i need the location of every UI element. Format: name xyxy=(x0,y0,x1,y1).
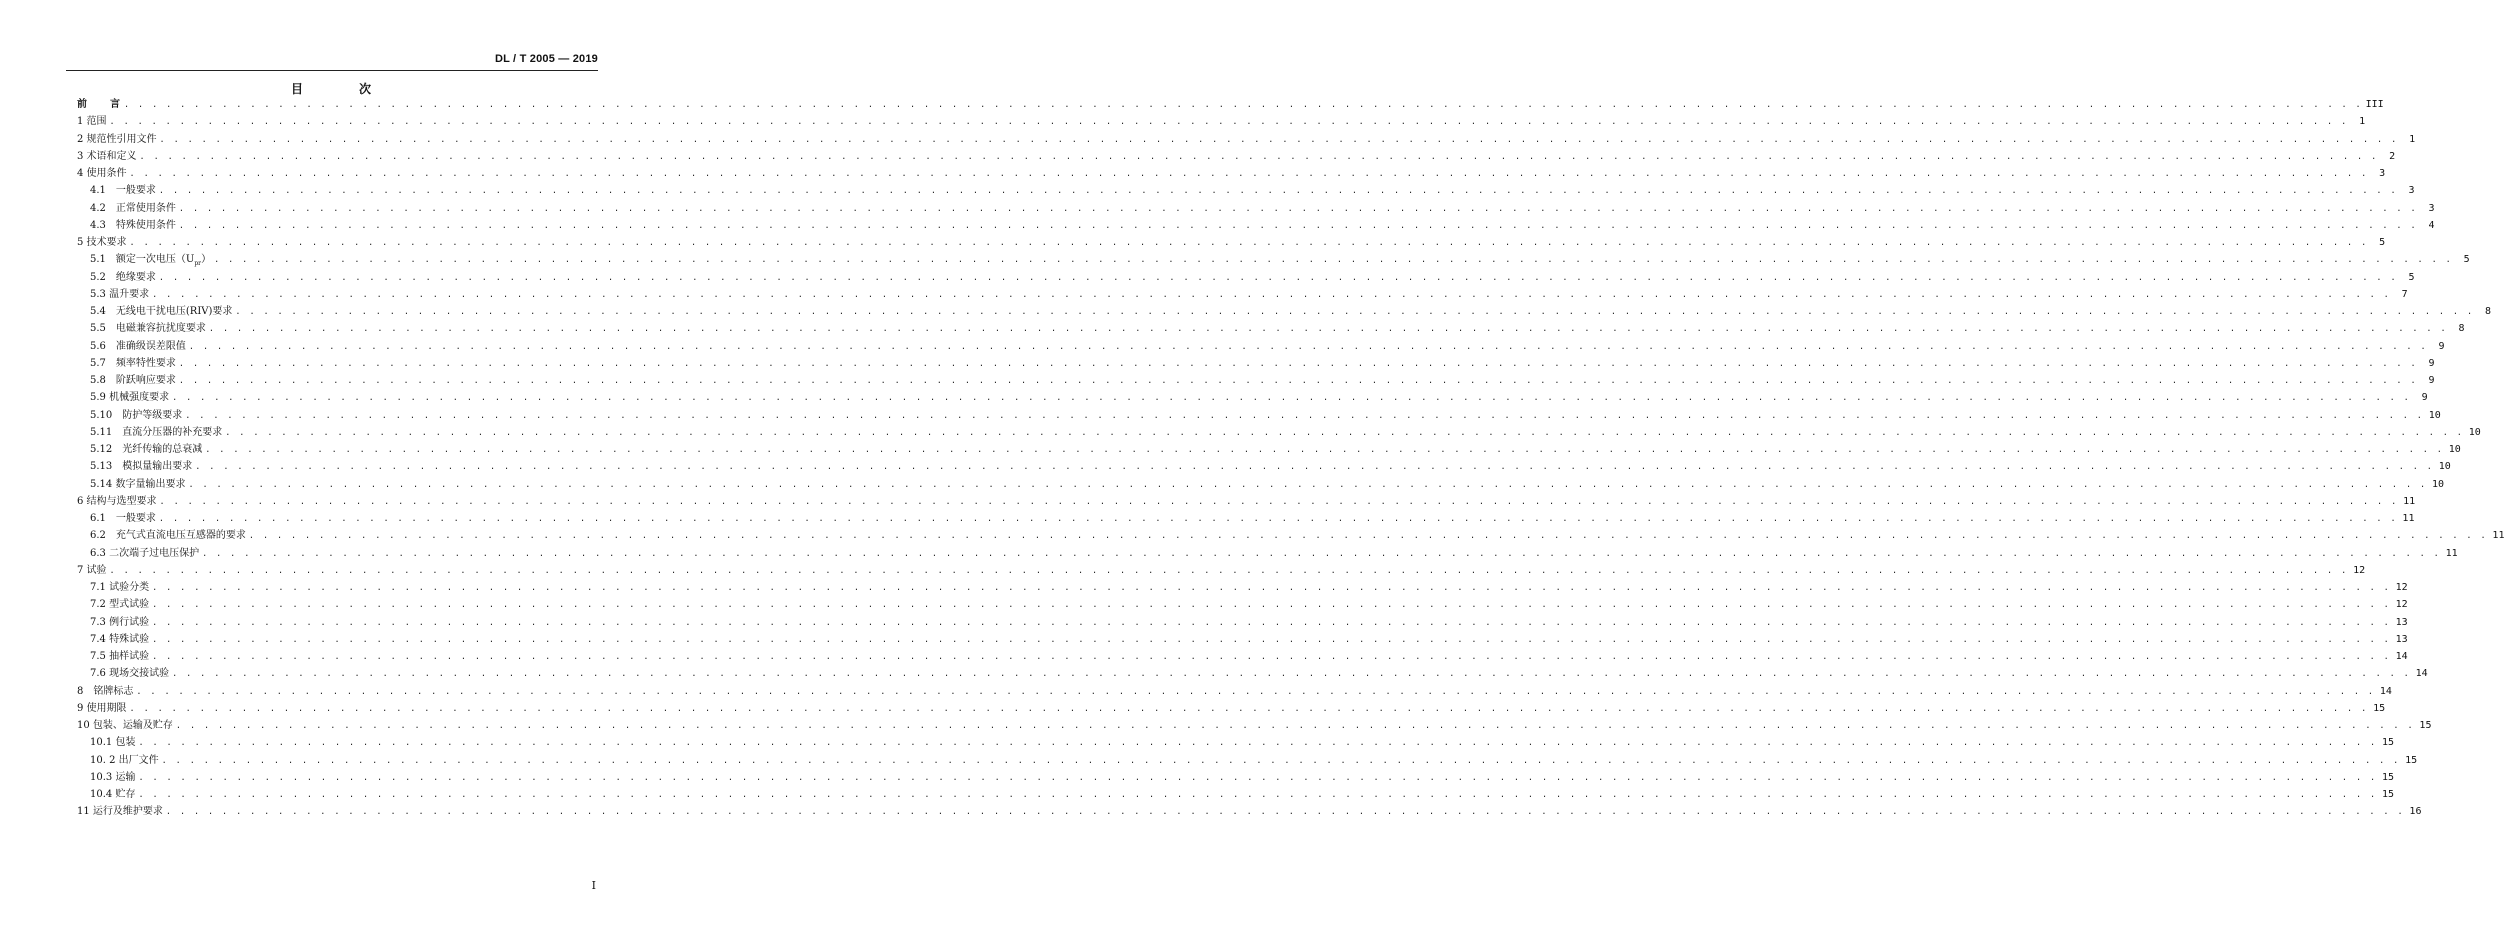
toc-title: 目 次 xyxy=(290,82,393,96)
toc-entry-title-text: 6.3 二次端子过电压保护 xyxy=(90,547,200,559)
toc-entry-page: 15 xyxy=(2405,754,2418,766)
toc-entry-title xyxy=(90,734,138,751)
toc-dot-leader: . . . . . . . . . . . . . . . . . . . . . . . . . . . . . . . . . . . . . . . . . . . . . . . . . . . . . . . . . . . . . . . . . . . . . . . . . . . . . . . . . . . . . . . . . . . . . . . . . . . . . . . . . . . . . . . . . . . . . . . . . . . . . . . . . . . . . . . . . . . . . . . . . . . . . . . . . . . . . . . . xyxy=(138,738,2378,749)
toc-entry[interactable] xyxy=(77,131,2416,148)
toc-entry-title xyxy=(90,510,159,527)
toc-dot-leader: . . . . . . . . . . . . . . . . . . . . . . . . . . . . . . . . . . . . . . . . . . . . . . . . . . . . . . . . . . . . . . . . . . . . . . . . . . . . . . . . . . . . . . . . . . . . . . . . . . . . . . . . . . . . . . . . . . . . . . . . . . . . . . . . . . . . . . . . . . . . . . . . . . . . . . . . . . . . . . . . xyxy=(178,220,2418,231)
toc-entry-page: 10 xyxy=(2448,444,2461,455)
toc-dot-leader: . . . . . . . . . . . . . . . . . . . . . . . . . . . . . . . . . . . . . . . . . . . . . . . . . . . . . . . . . . . . . . . . . . . . . . . . . . . . . . . . . . . . . . . . . . . . . . . . . . . . . . . . . . . . . . . . . . . . . . . . . . . . . . . . . . . . . . . . . . . . . . . . . . . . . . . . . . . . . . . . xyxy=(172,393,2411,404)
toc-entry[interactable] xyxy=(77,769,2395,786)
toc-entry-title xyxy=(90,752,162,769)
toc-dot-leader: . . . . . . . . . . . . . . . . . . . . . . . . . . . . . . . . . . . . . . . . . . . . . . . . . . . . . . . . . . . . . . . . . . . . . . . . . . . . . . . . . . . . . . . . . . . . . . . . . . . . . . . . . . . . . . . . . . . . . . . . . . . . . . . . . . . . . . . . . . . . . . . . . . . . . . . . . . . . . . . . xyxy=(178,203,2418,214)
toc-entry-title-text: 6.1 一般要求 xyxy=(90,513,156,524)
toc-entry-title-text: 5.1 额定一次电压（U xyxy=(90,254,195,266)
document-code: DL / T 2005 — 2019 xyxy=(494,53,598,65)
toc-dot-leader: . . . . . . . . . . . . . . . . . . . . . . . . . . . . . . . . . . . . . . . . . . . . . . . . . . . . . . . . . . . . . . . . . . . . . . . . . . . . . . . . . . . . . . . . . . . . . . . . . . . . . . . . . . . . . . . . . . . . . . . . . . . . . . . . . . . . . . . . . . . . . . . . . . . . . . . . . . . . . . . . xyxy=(109,565,2349,576)
toc-entry[interactable] xyxy=(77,493,2416,510)
page-number: I xyxy=(591,879,596,892)
toc-dot-leader: . . . . . . . . . . . . . . . . . . . . . . . . . . . . . . . . . . . . . . . . . . . . . . . . . . . . . . . . . . . . . . . . . . . . . . . . . . . . . . . . . . . . . . . . . . . . . . . . . . . . . . . . . . . . . . . . . . . . . . . . . . . . . . . . . . . . . . . . . . . . . . . . . . . . . . . . . . . . . . . . xyxy=(178,358,2418,369)
toc-entry[interactable] xyxy=(77,113,2366,130)
toc-entry-title-text: 4.3 特殊使用条件 xyxy=(90,219,176,231)
toc-entry[interactable] xyxy=(77,803,2422,820)
toc-entry[interactable] xyxy=(77,269,2415,286)
toc-entry-title-text: 7.3 例行试验 xyxy=(90,616,150,628)
toc-entry-title xyxy=(90,441,205,458)
toc-entry[interactable] xyxy=(77,545,2458,562)
toc-entry-title xyxy=(90,458,195,475)
toc-entry-title-text: 6.2 充气式直流电压互感器的要求 xyxy=(90,530,246,542)
toc-dot-leader: . . . . . . . . . . . . . . . . . . . . . . . . . . . . . . . . . . . . . . . . . . . . . . . . . . . . . . . . . . . . . . . . . . . . . . . . . . . . . . . . . . . . . . . . . . . . . . . . . . . . . . . . . . . . . . . . . . . . . . . . . . . . . . . . . . . . . . . . . . . . . . . . . . . . . . . . . . . . . . . . xyxy=(178,376,2418,386)
toc-entry-page: 4 xyxy=(2428,219,2435,231)
toc-entry-page: 1 xyxy=(2409,133,2416,145)
toc-entry-page: 3 xyxy=(2408,185,2415,197)
toc-entry[interactable] xyxy=(77,631,2408,648)
toc-entry-title xyxy=(77,96,124,113)
toc-dot-leader: . . . . . . . . . . . . . . . . . . . . . . . . . . . . . . . . . . . . . . . . . . . . . . . . . . . . . . . . . . . . . . . . . . . . . . . . . . . . . . . . . . . . . . . . . . . . . . . . . . . . . . . . . . . . . . . . . . . . . . . . . . . . . . . . . . . . . . . . . . . . . . . . . . . . . . . . . . . . . . . . xyxy=(235,307,2474,317)
toc-entry[interactable] xyxy=(77,596,2408,613)
toc-entry[interactable] xyxy=(77,734,2395,751)
toc-dot-leader: . . . . . . . . . . . . . . . . . . . . . . . . . . . . . . . . . . . . . . . . . . . . . . . . . . . . . . . . . . . . . . . . . . . . . . . . . . . . . . . . . . . . . . . . . . . . . . . . . . . . . . . . . . . . . . . . . . . . . . . . . . . . . . . . . . . . . . . . . . . . . . . . . . . . . . . . . . . . . . . . xyxy=(195,462,2434,473)
toc-entry-title-text: 4.2 正常使用条件 xyxy=(90,202,176,214)
toc-dot-leader: . . . . . . . . . . . . . . . . . . . . . . . . . . . . . . . . . . . . . . . . . . . . . . . . . . . . . . . . . . . . . . . . . . . . . . . . . . . . . . . . . . . . . . . . . . . . . . . . . . . . . . . . . . . . . . . . . . . . . . . . . . . . . . . . . . . . . . . . . . . . . . . . . . . . . . . . . . . . . . . . xyxy=(129,238,2369,248)
toc-entry-title-text: 7.6 现场交接试验 xyxy=(90,668,170,680)
toc-entry-page: 14 xyxy=(2415,668,2428,680)
toc-entry-page: 3 xyxy=(2428,202,2435,214)
toc-entry[interactable] xyxy=(77,683,2392,700)
toc-entry-title xyxy=(77,113,110,130)
toc-entry[interactable] xyxy=(77,200,2435,217)
toc-entry-page: 12 xyxy=(2395,599,2408,611)
toc-entry-page: 5 xyxy=(2379,237,2386,248)
toc-entry-title-text: 5.13 模拟量输出要求 xyxy=(90,461,193,473)
toc-dot-leader: . . . . . . . . . . . . . . . . . . . . . . . . . . . . . . . . . . . . . . . . . . . . . . . . . . . . . . . . . . . . . . . . . . . . . . . . . . . . . . . . . . . . . . . . . . . . . . . . . . . . . . . . . . . . . . . . . . . . . . . . . . . . . . . . . . . . . . . . . . . . . . . . . . . . . . . . . . . . . . . . xyxy=(188,479,2428,490)
toc-entry[interactable] xyxy=(77,338,2445,355)
toc-entry-title xyxy=(90,355,179,372)
toc-entry[interactable] xyxy=(77,476,2445,493)
toc-entry-title xyxy=(90,182,159,199)
toc-entry-page: 15 xyxy=(2419,720,2432,731)
toc-entry[interactable] xyxy=(77,96,2384,113)
toc-dot-leader: . . . . . . . . . . . . . . . . . . . . . . . . . . . . . . . . . . . . . . . . . . . . . . . . . . . . . . . . . . . . . . . . . . . . . . . . . . . . . . . . . . . . . . . . . . . . . . . . . . . . . . . . . . . . . . . . . . . . . . . . . . . . . . . . . . . . . . . . . . . . . . . . . . . . . . . . . . . . . . . . xyxy=(152,289,2391,300)
toc-entry-title-text: 5.6 准确级误差限值 xyxy=(90,340,186,352)
toc-entry-page: 12 xyxy=(2353,564,2366,576)
toc-dot-leader: . . . . . . . . . . . . . . . . . . . . . . . . . . . . . . . . . . . . . . . . . . . . . . . . . . . . . . . . . . . . . . . . . . . . . . . . . . . . . . . . . . . . . . . . . . . . . . . . . . . . . . . . . . . . . . . . . . . . . . . . . . . . . . . . . . . . . . . . . . . . . . . . . . . . . . . . . . . . . . . . xyxy=(158,514,2398,524)
toc-entry-title xyxy=(90,303,235,320)
toc-entry-page: 8 xyxy=(2458,323,2465,335)
toc-entry[interactable] xyxy=(77,562,2366,579)
toc-entry-title xyxy=(90,665,172,682)
toc-entry[interactable] xyxy=(77,579,2408,596)
toc-entry-title xyxy=(90,200,179,217)
toc-entry[interactable] xyxy=(77,182,2415,199)
toc-entry-title xyxy=(90,269,159,286)
toc-entry-title-suffix: ） xyxy=(201,254,212,266)
toc-entry-title-text: 3 术语和定义 xyxy=(77,150,137,162)
toc-entry[interactable] xyxy=(77,665,2428,682)
toc-entry-title-text: 5.9 机械强度要求 xyxy=(90,392,170,404)
toc-entry-title-text: 7.1 试验分类 xyxy=(90,582,150,593)
toc-dot-leader: . . . . . . . . . . . . . . . . . . . . . . . . . . . . . . . . . . . . . . . . . . . . . . . . . . . . . . . . . . . . . . . . . . . . . . . . . . . . . . . . . . . . . . . . . . . . . . . . . . . . . . . . . . . . . . . . . . . . . . . . . . . . . . . . . . . . . . . . . . . . . . . . . . . . . . . . . . . . . . . . xyxy=(158,272,2398,283)
toc-dot-leader: . . . . . . . . . . . . . . . . . . . . . . . . . . . . . . . . . . . . . . . . . . . . . . . . . . . . . . . . . . . . . . . . . . . . . . . . . . . . . . . . . . . . . . . . . . . . . . . . . . . . . . . . . . . . . . . . . . . . . . . . . . . . . . . . . . . . . . . . . . . . . . . . . . . . . . . . . . . . . . . . xyxy=(109,117,2349,128)
toc-dot-leader: . . . . . . . . . . . . . . . . . . . . . . . . . . . . . . . . . . . . . . . . . . . . . . . . . . . . . . . . . . . . . . . . . . . . . . . . . . . . . . . . . . . . . . . . . . . . . . . . . . . . . . . . . . . . . . . . . . . . . . . . . . . . . . . . . . . . . . . . . . . . . . . . . . . . . . . . . . . . . . . . xyxy=(159,134,2399,145)
toc-entry-title-text: 6 结构与选型要求 xyxy=(77,495,157,507)
toc-entry-page: 13 xyxy=(2395,633,2408,645)
toc-dot-leader: . . . . . . . . . . . . . . . . . . . . . . . . . . . . . . . . . . . . . . . . . . . . . . . . . . . . . . . . . . . . . . . . . . . . . . . . . . . . . . . . . . . . . . . . . . . . . . . . . . . . . . . . . . . . . . . . . . . . . . . . . . . . . . . . . . . . . . . . . . . . . . . . . . . . . . . . . . . . . . . . xyxy=(185,410,2424,421)
toc-entry-title-text: 5.10 防护等级要求 xyxy=(90,409,183,421)
toc-entry-title-text: 10.3 运输 xyxy=(90,771,136,783)
toc-entry-title xyxy=(90,614,152,631)
toc-dot-leader: . . . . . . . . . . . . . . . . . . . . . . . . . . . . . . . . . . . . . . . . . . . . . . . . . . . . . . . . . . . . . . . . . . . . . . . . . . . . . . . . . . . . . . . . . . . . . . . . . . . . . . . . . . . . . . . . . . . . . . . . . . . . . . . . . . . . . . . . . . . . . . . . . . . . . . . . . . . . . . . . xyxy=(161,755,2401,766)
toc-entry-title xyxy=(90,286,152,303)
toc-entry-title-text: 4.1 一般要求 xyxy=(90,185,156,197)
toc-entry-title xyxy=(90,424,225,441)
toc-dot-leader: . . . . . . . . . . . . . . . . . . . . . . . . . . . . . . . . . . . . . . . . . . . . . . . . . . . . . . . . . . . . . . . . . . . . . . . . . . . . . . . . . . . . . . . . . . . . . . . . . . . . . . . . . . . . . . . . . . . . . . . . . . . . . . . . . . . . . . . . . . . . . . . . . . . . . . . . . . . . . . . . xyxy=(205,445,2444,455)
toc-dot-leader: . . . . . . . . . . . . . . . . . . . . . . . . . . . . . . . . . . . . . . . . . . . . . . . . . . . . . . . . . . . . . . . . . . . . . . . . . . . . . . . . . . . . . . . . . . . . . . . . . . . . . . . . . . . . . . . . . . . . . . . . . . . . . . . . . . . . . . . . . . . . . . . . . . . . . . . . . . . . . . . . xyxy=(172,669,2411,680)
toc-entry-page: 8 xyxy=(2484,306,2491,317)
toc-entry-page: 7 xyxy=(2401,288,2408,300)
toc-dot-leader: . . . . . . . . . . . . . . . . . . . . . . . . . . . . . . . . . . . . . . . . . . . . . . . . . . . . . . . . . . . . . . . . . . . . . . . . . . . . . . . . . . . . . . . . . . . . . . . . . . . . . . . . . . . . . . . . . . . . . . . . . . . . . . . . . . . . . . . . . . . . . . . . . . . . . . . . . . . . . . . . xyxy=(202,548,2441,559)
toc-entry-page: 10 xyxy=(2431,478,2445,490)
toc-entry-page: 9 xyxy=(2428,375,2435,386)
toc-entry-page: 14 xyxy=(2395,651,2408,662)
toc-entry-title-text: 4 使用条件 xyxy=(77,168,127,179)
toc-dot-leader: . . . . . . . . . . . . . . . . . . . . . . . . . . . . . . . . . . . . . . . . . . . . . . . . . . . . . . . . . . . . . . . . . . . . . . . . . . . . . . . . . . . . . . . . . . . . . . . . . . . . . . . . . . . . . . . . . . . . . . . . . . . . . . . . . . . . . . . . . . . . . . . . . . . . . . . . . . . . . . . . xyxy=(152,634,2391,645)
toc-entry-title xyxy=(77,234,130,251)
toc-entry-title xyxy=(77,717,176,734)
toc-entry[interactable] xyxy=(77,389,2428,406)
toc-entry[interactable] xyxy=(77,752,2418,769)
toc-entry-title xyxy=(90,648,152,665)
toc-dot-leader: . . . . . . . . . . . . . . . . . . . . . . . . . . . . . . . . . . . . . . . . . . . . . . . . . . . . . . . . . . . . . . . . . . . . . . . . . . . . . . . . . . . . . . . . . . . . . . . . . . . . . . . . . . . . . . . . . . . . . . . . . . . . . . . . . . . . . . . . . . . . . . . . . . . . . . . . . . . . . . . . xyxy=(188,341,2428,352)
toc-dot-leader: . . . . . . . . . . . . . . . . . . . . . . . . . . . . . . . . . . . . . . . . . . . . . . . . . . . . . . . . . . . . . . . . . . . . . . . . . . . . . . . . . . . . . . . . . . . . . . . . . . . . . . . . . . . . . . . . . . . . . . . . . . . . . . . . . . . . . . . . . . . . . . . . . . . . . . . . . . . . . . . . xyxy=(129,169,2369,179)
toc-dot-leader: . . . . . . . . . . . . . . . . . . . . . . . . . . . . . . . . . . . . . . . . . . . . . . . . . . . . . . . . . . . . . . . . . . . . . . . . . . . . . . . . . . . . . . . . . . . . . . . . . . . . . . . . . . . . . . . . . . . . . . . . . . . . . . . . . . . . . . . . . . . . . . . . . . . . . . . . . . . . . . . . xyxy=(152,600,2391,611)
toc-entry-page: 10 xyxy=(2468,426,2481,438)
toc-dot-leader: . . . . . . . . . . . . . . . . . . . . . . . . . . . . . . . . . . . . . . . . . . . . . . . . . . . . . . . . . . . . . . . . . . . . . . . . . . . . . . . . . . . . . . . . . . . . . . . . . . . . . . . . . . . . . . . . . . . . . . . . . . . . . . . . . . . . . . . . . . . . . . . . . . . . . . . . . . . . . . . . xyxy=(225,427,2464,438)
toc-entry-page: 11 xyxy=(2492,530,2504,542)
toc-entry-title xyxy=(90,579,152,596)
toc-entry-title xyxy=(90,217,179,234)
toc-entry-title xyxy=(77,131,160,148)
toc-entry-title xyxy=(90,389,172,406)
toc-entry[interactable] xyxy=(77,510,2415,527)
toc-dot-leader: . . . . . . . . . . . . . . . . . . . . . . . . . . . . . . . . . . . . . . . . . . . . . . . . . . . . . . . . . . . . . . . . . . . . . . . . . . . . . . . . . . . . . . . . . . . . . . . . . . . . . . . . . . . . . . . . . . . . . . . . . . . . . . . . . . . . . . . . . . . . . . . . . . . . . . . . . . . . . . . . xyxy=(136,686,2375,697)
toc-entry-title xyxy=(90,786,138,803)
toc-dot-leader: . . . . . . . . . . . . . . . . . . . . . . . . . . . . . . . . . . . . . . . . . . . . . . . . . . . . . . . . . . . . . . . . . . . . . . . . . . . . . . . . . . . . . . . . . . . . . . . . . . . . . . . . . . . . . . . . . . . . . . . . . . . . . . . . . . . . . . . . . . . . . . . . . . . . . . . . . . . . . . . . xyxy=(152,617,2391,628)
toc-entry-title-text: 5.5 电磁兼容抗扰度要求 xyxy=(90,323,206,335)
toc-entry-page: 11 xyxy=(2402,513,2415,524)
toc-entry[interactable] xyxy=(77,372,2435,389)
toc-entry-page: 15 xyxy=(2381,737,2395,749)
toc-entry-title xyxy=(77,700,130,717)
toc-entry-title-text: 7 试验 xyxy=(77,564,107,576)
toc-entry-title-text: 10.1 包装 xyxy=(90,737,136,749)
toc-entry-page: 16 xyxy=(2409,806,2422,818)
toc-entry-title-text: 5.11 直流分压器的补充要求 xyxy=(90,426,223,438)
toc-entry-title xyxy=(90,372,179,389)
toc-entry-title xyxy=(90,545,202,562)
toc-dot-leader: . . . . . . . . . . . . . . . . . . . . . . . . . . . . . . . . . . . . . . . . . . . . . . . . . . . . . . . . . . . . . . . . . . . . . . . . . . . . . . . . . . . . . . . . . . . . . . . . . . . . . . . . . . . . . . . . . . . . . . . . . . . . . . . . . . . . . . . . . . . . . . . . . . . . . . . . . . . . . . . . xyxy=(158,186,2398,197)
toc-entry-title-text: 7.5 抽样试验 xyxy=(90,651,150,662)
toc-entry-page: 14 xyxy=(2379,685,2392,697)
toc-entry-title-text: 7.2 型式试验 xyxy=(90,599,150,611)
toc-dot-leader: . . . . . . . . . . . . . . . . . . . . . . . . . . . . . . . . . . . . . . . . . . . . . . . . . . . . . . . . . . . . . . . . . . . . . . . . . . . . . . . . . . . . . . . . . . . . . . . . . . . . . . . . . . . . . . . . . . . . . . . . . . . . . . . . . . . . . . . . . . . . . . . . . . . . . . . . . . . . . . . . xyxy=(165,807,2405,818)
toc-entry-title xyxy=(90,407,185,424)
toc-entry-title xyxy=(77,165,130,182)
toc-entry[interactable] xyxy=(77,303,2491,320)
table-of-contents xyxy=(77,96,2504,821)
toc-entry-title-text: 5.8 阶跃响应要求 xyxy=(90,375,176,386)
toc-entry[interactable] xyxy=(77,165,2386,182)
toc-dot-leader: . . . . . . . . . . . . . . . . . . . . . . . . . . . . . . . . . . . . . . . . . . . . . . . . . . . . . . . . . . . . . . . . . . . . . . . . . . . . . . . . . . . . . . . . . . . . . . . . . . . . . . . . . . . . . . . . . . . . . . . . . . . . . . . . . . . . . . . . . . . . . . . . . . . . . . . . . . . . . . . . xyxy=(129,703,2369,714)
toc-entry[interactable] xyxy=(77,648,2408,665)
toc-dot-leader: . . . . . . . . . . . . . . . . . . . . . . . . . . . . . . . . . . . . . . . . . . . . . . . . . . . . . . . . . . . . . . . . . . . . . . . . . . . . . . . . . . . . . . . . . . . . . . . . . . . . . . . . . . . . . . . . . . . . . . . . . . . . . . . . . . . . . . . . . . . . . . . . . . . . . . . . . . . . . . . . xyxy=(138,772,2378,783)
toc-entry[interactable] xyxy=(77,700,2386,717)
toc-entry-title-text: 5.4 无线电干扰电压(RIV)要求 xyxy=(90,306,233,317)
toc-entry-page: III xyxy=(2365,99,2384,110)
toc-entry-title-text: 5.3 温升要求 xyxy=(90,288,150,300)
toc-dot-leader: . . . . . . . . . . . . . . . . . . . . . . . . . . . . . . . . . . . . . . . . . . . . . . . . . . . . . . . . . . . . . . . . . . . . . . . . . . . . . . . . . . . . . . . . . . . . . . . . . . . . . . . . . . . . . . . . . . . . . . . . . . . . . . . . . . . . . . . . . . . . . . . . . . . . . . . . . . . . . . . . xyxy=(175,721,2415,731)
toc-entry-page: 3 xyxy=(2379,168,2386,179)
toc-entry[interactable] xyxy=(77,217,2435,234)
toc-entry-page: 10 xyxy=(2428,409,2441,421)
toc-entry-title xyxy=(90,527,249,544)
header-rule xyxy=(66,70,598,71)
toc-dot-leader: . . . . . . . . . . . . . . . . . . . . . . . . . . . . . . . . . . . . . . . . . . . . . . . . . . . . . . . . . . . . . . . . . . . . . . . . . . . . . . . . . . . . . . . . . . . . . . . . . . . . . . . . . . . . . . . . . . . . . . . . . . . . . . . . . . . . . . . . . . . . . . . . . . . . . . . . . . . . . . . . xyxy=(139,151,2379,162)
toc-entry-page: 9 xyxy=(2438,340,2445,352)
toc-entry-title xyxy=(77,683,136,700)
toc-dot-leader: . . . . . . . . . . . . . . . . . . . . . . . . . . . . . . . . . . . . . . . . . . . . . . . . . . . . . . . . . . . . . . . . . . . . . . . . . . . . . . . . . . . . . . . . . . . . . . . . . . . . . . . . . . . . . . . . . . . . . . . . . . . . . . . . . . . . . . . . . . . . . . . . . . . . . . . . . . . . . . . . xyxy=(208,324,2448,335)
toc-entry-title-text: 前 言 xyxy=(77,99,121,110)
toc-entry-page: 11 xyxy=(2445,547,2458,559)
toc-entry-title xyxy=(90,338,189,355)
toc-entry-title xyxy=(77,493,160,510)
toc-entry[interactable] xyxy=(77,148,2396,165)
toc-entry-title xyxy=(90,769,138,786)
toc-entry-title xyxy=(90,596,152,613)
toc-entry-page: 15 xyxy=(2381,789,2395,800)
toc-entry-title-text: 1 范围 xyxy=(77,116,107,128)
toc-entry[interactable] xyxy=(77,286,2408,303)
toc-entry[interactable] xyxy=(77,251,2470,268)
toc-entry-title xyxy=(90,476,188,493)
toc-entry-title-text: 5 技术要求 xyxy=(77,237,127,248)
toc-entry[interactable] xyxy=(77,614,2408,631)
toc-entry-title-text: 5.7 频率特性要求 xyxy=(90,357,176,369)
toc-entry-page: 9 xyxy=(2428,357,2435,369)
toc-entry-title-text: 5.14 数字量输出要求 xyxy=(90,478,186,490)
toc-entry-title-text: 2 规范性引用文件 xyxy=(77,133,157,145)
toc-dot-leader: . . . . . . . . . . . . . . . . . . . . . . . . . . . . . . . . . . . . . . . . . . . . . . . . . . . . . . . . . . . . . . . . . . . . . . . . . . . . . . . . . . . . . . . . . . . . . . . . . . . . . . . . . . . . . . . . . . . . . . . . . . . . . . . . . . . . . . . . . . . . . . . . . . . . . . . . . . . . . . . . xyxy=(152,583,2391,593)
toc-entry-page: 13 xyxy=(2395,616,2408,628)
toc-dot-leader: . . . . . . . . . . . . . . . . . . . . . . . . . . . . . . . . . . . . . . . . . . . . . . . . . . . . . . . . . . . . . . . . . . . . . . . . . . . . . . . . . . . . . . . . . . . . . . . . . . . . . . . . . . . . . . . . . . . . . . . . . . . . . . . . . . . . . . . . . . . . . . . . . . . . . . . . . . . . . . . . xyxy=(152,652,2391,662)
toc-entry-title-subscript: pr xyxy=(194,260,202,268)
toc-entry-title xyxy=(77,148,140,165)
toc-entry-page: 11 xyxy=(2403,495,2416,507)
toc-entry[interactable] xyxy=(77,786,2395,803)
toc-entry-title-text: 9 使用期限 xyxy=(77,702,127,714)
toc-entry[interactable] xyxy=(77,234,2386,251)
toc-entry-title-text: 10.4 贮存 xyxy=(90,789,136,800)
toc-entry-title-text: 8 铭牌标志 xyxy=(77,685,134,697)
toc-entry[interactable] xyxy=(77,355,2435,372)
toc-entry[interactable] xyxy=(77,717,2432,734)
toc-dot-leader: . . . . . . . . . . . . . . . . . . . . . . . . . . . . . . . . . . . . . . . . . . . . . . . . . . . . . . . . . . . . . . . . . . . . . . . . . . . . . . . . . . . . . . . . . . . . . . . . . . . . . . . . . . . . . . . . . . . . . . . . . . . . . . . . . . . . . . . . . . . . . . . . . . . . . . . . . . . . . . . . xyxy=(138,790,2378,800)
toc-entry-title-text: 7.4 特殊试验 xyxy=(90,633,150,645)
toc-entry-page: 15 xyxy=(2373,702,2386,714)
toc-entry[interactable] xyxy=(77,424,2481,441)
toc-entry-title xyxy=(77,803,166,820)
toc-entry-title-text: 10 包装、运输及贮存 xyxy=(77,720,173,731)
toc-entry-title-text: 5.12 光纤传输的总衰减 xyxy=(90,444,203,455)
toc-entry-page: 5 xyxy=(2463,254,2470,266)
toc-entry-title-text: 11 运行及维护要求 xyxy=(77,806,163,818)
toc-entry-title xyxy=(90,631,152,648)
toc-entry-page: 10 xyxy=(2438,461,2451,473)
toc-dot-leader: . . . . . . . . . . . . . . . . . . . . . . . . . . . . . . . . . . . . . . . . . . . . . . . . . . . . . . . . . . . . . . . . . . . . . . . . . . . . . . . . . . . . . . . . . . . . . . . . . . . . . . . . . . . . . . . . . . . . . . . . . . . . . . . . . . . . . . . . . . . . . . . . . . . . . . . . . . . . . . . . xyxy=(248,531,2488,542)
toc-entry-page: 12 xyxy=(2395,582,2408,593)
toc-entry-title xyxy=(77,562,110,579)
toc-entry-title-text: 5.2 绝缘要求 xyxy=(90,271,156,283)
toc-entry-page: 15 xyxy=(2381,771,2395,783)
toc-entry[interactable] xyxy=(77,527,2504,544)
toc-dot-leader: . . . . . . . . . . . . . . . . . . . . . . . . . . . . . . . . . . . . . . . . . . . . . . . . . . . . . . . . . . . . . . . . . . . . . . . . . . . . . . . . . . . . . . . . . . . . . . . . . . . . . . . . . . . . . . . . . . . . . . . . . . . . . . . . . . . . . . . . . . . . . . . . . . . . . . . . . . . . . . . . xyxy=(124,100,2363,110)
toc-dot-leader: . . . . . . . . . . . . . . . . . . . . . . . . . . . . . . . . . . . . . . . . . . . . . . . . . . . . . . . . . . . . . . . . . . . . . . . . . . . . . . . . . . . . . . . . . . . . . . . . . . . . . . . . . . . . . . . . . . . . . . . . . . . . . . . . . . . . . . . . . . . . . . . . . . . . . . . . . . . . . . . . xyxy=(159,496,2399,507)
toc-entry-page: 1 xyxy=(2359,116,2366,128)
toc-entry-page: 5 xyxy=(2408,271,2415,283)
toc-entry-page: 9 xyxy=(2421,392,2428,404)
toc-entry[interactable] xyxy=(77,441,2461,458)
toc-dot-leader: . . . . . . . . . . . . . . . . . . . . . . . . . . . . . . . . . . . . . . . . . . . . . . . . . . . . . . . . . . . . . . . . . . . . . . . . . . . . . . . . . . . . . . . . . . . . . . . . . . . . . . . . . . . . . . . . . . . . . . . . . . . . . . . . . . . . . . . . . . . . . . . . . . . . . . . . . . . . . . . . xyxy=(214,255,2453,266)
toc-entry-title xyxy=(90,320,209,337)
toc-entry[interactable] xyxy=(77,458,2451,475)
toc-entry-title-text: 10. 2 出厂文件 xyxy=(90,754,159,766)
toc-entry[interactable] xyxy=(77,320,2465,337)
toc-entry[interactable] xyxy=(77,407,2441,424)
toc-entry-page: 2 xyxy=(2389,150,2396,162)
